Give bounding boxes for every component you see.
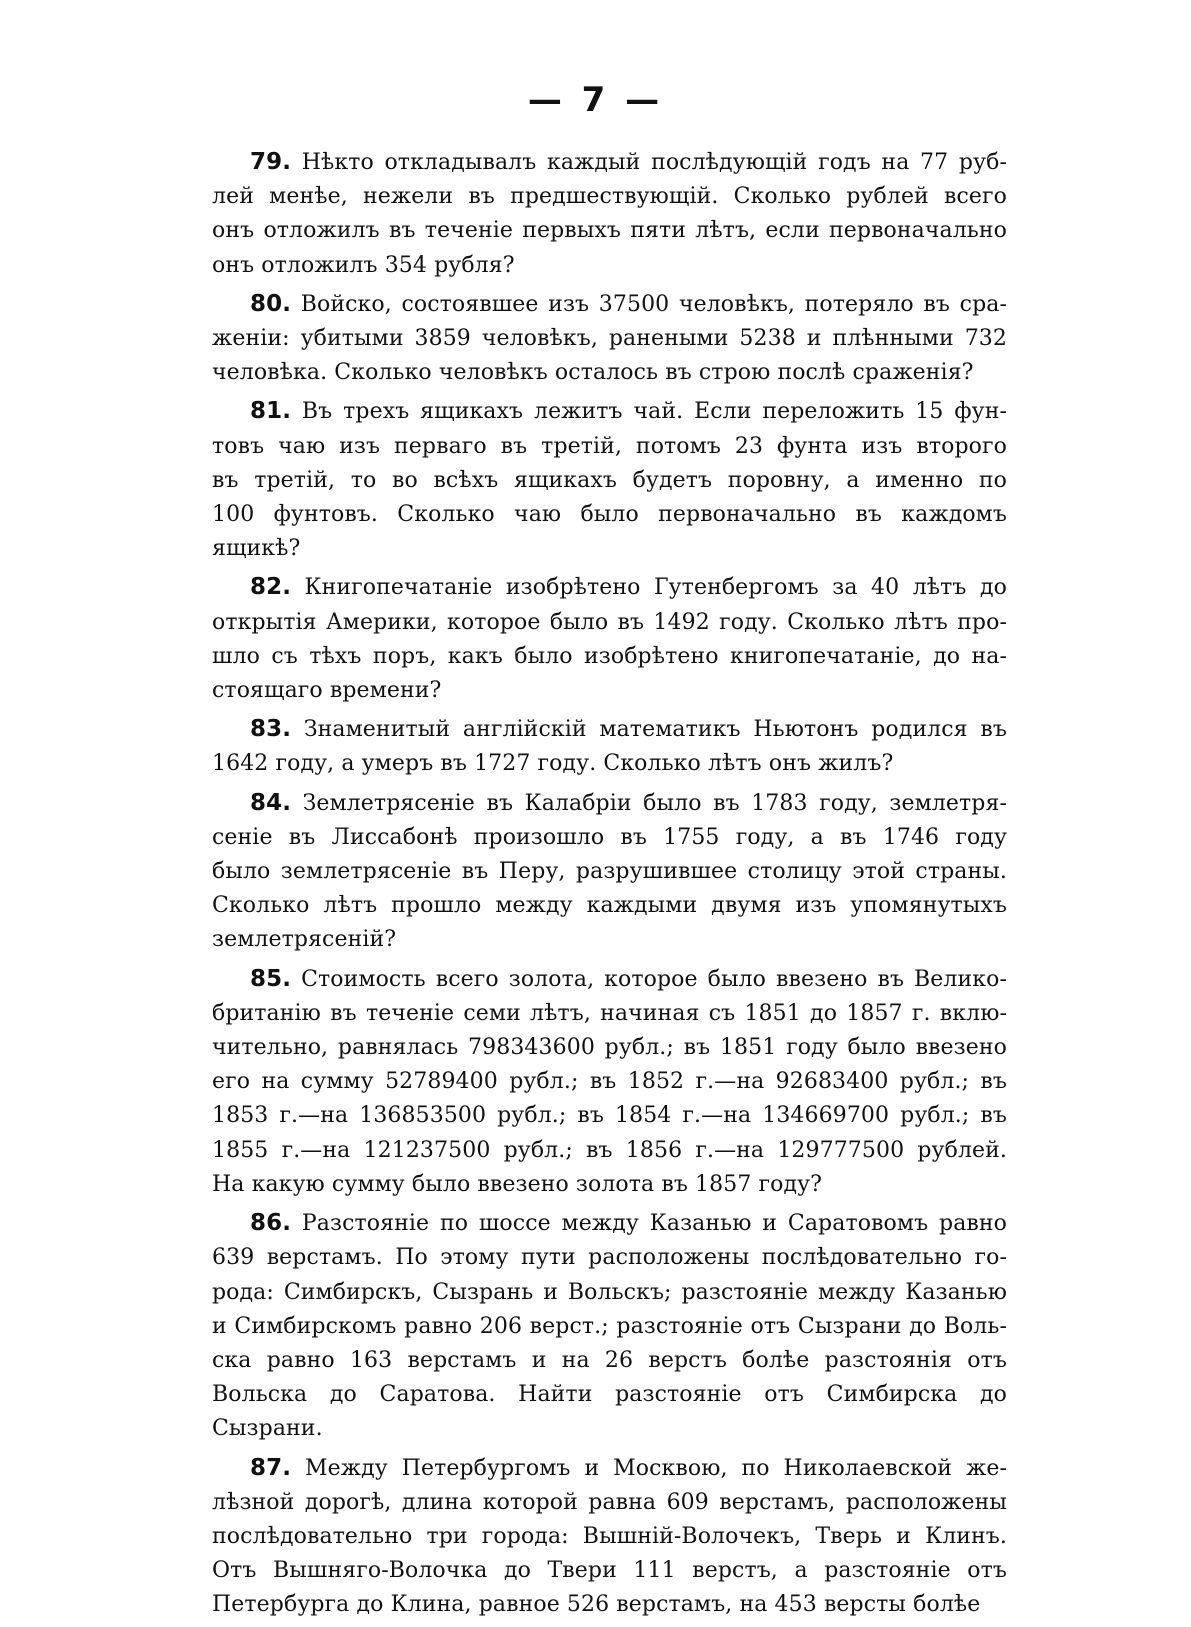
problem-number: 82. xyxy=(250,574,292,601)
problem-line xyxy=(212,786,1007,821)
problem-line xyxy=(212,1065,1007,1099)
problem-line xyxy=(212,1451,1007,1486)
problem-line xyxy=(212,1486,1007,1520)
problem-text: Нѣкто откладывалъ каждый послѣдующій годъ на 77 руб- xyxy=(301,150,1008,175)
problem-text: 1855 г.—на 121237500 рубл.; въ 1856 г.—на 129777500 рублей. xyxy=(212,1137,1007,1163)
problem-text: онъ отложилъ въ теченіе первыхъ пяти лѣтъ, если первоначально xyxy=(212,218,1007,244)
problem-text: Между Петербургомъ и Москвою, по Николаевской же- xyxy=(304,1455,1008,1481)
problem-84 xyxy=(212,786,1007,958)
problem-line xyxy=(212,1276,1007,1310)
problem-text: землетрясеній? xyxy=(212,927,397,953)
problem-text: его на сумму 52789400 рубл.; въ 1852 г.—на 92683400 рубл.; въ xyxy=(212,1069,1007,1095)
problem-line xyxy=(212,1378,1007,1446)
problem-line xyxy=(212,287,1007,322)
problem-line xyxy=(212,1520,1007,1554)
problems-list xyxy=(212,145,1007,1627)
problem-text: товъ чаю изъ перваго въ третій, потомъ 23 фунта изъ второго xyxy=(212,433,1007,459)
problem-line xyxy=(212,249,1007,283)
problem-line xyxy=(212,606,1007,640)
problem-text: и Симбирскомъ равно 206 верст.; разстояніе отъ Сызрани до Воль- xyxy=(212,1313,1007,1339)
problem-number: 84. xyxy=(250,789,292,816)
problem-text: Разстояніе по шоссе между Казанью и Саратовомъ равно xyxy=(301,1211,1008,1237)
problem-line xyxy=(212,1099,1007,1133)
problem-line xyxy=(212,923,1007,957)
problem-text: Стоимость всего золота, которое было ввезено въ Велико- xyxy=(301,966,1007,992)
problem-text: Въ трехъ ящикахъ лежитъ чай. Если переложить 15 фун- xyxy=(301,399,1007,425)
problem-line xyxy=(212,464,1007,498)
problem-text: Сколько лѣтъ прошло между каждыми двумя изъ упомянутыхъ xyxy=(212,893,1007,919)
problem-text: рода: Симбирскъ, Сызрань и Вольскъ; разстояніе между Казанью xyxy=(212,1279,1007,1305)
problem-87 xyxy=(212,1451,1007,1623)
problem-text: открытія Америки, которое было въ 1492 году. Сколько лѣтъ про- xyxy=(212,609,1007,635)
problem-text: онъ отложилъ 354 рубля? xyxy=(212,252,515,278)
problem-line xyxy=(212,1554,1007,1588)
problem-text: Отъ Вышняго-Волочка до Твери 111 верстъ, а разстояніе отъ xyxy=(212,1558,1007,1584)
problem-text: Войско, состоявшее изъ 37500 человѣкъ, потеряло въ сра- xyxy=(300,291,1008,317)
problem-line xyxy=(212,674,1007,708)
problem-text: 100 фунтовъ. Сколько чаю было первоначально въ каждомъ ящикѣ? xyxy=(212,502,1007,562)
problem-83 xyxy=(212,712,1007,781)
problem-line xyxy=(212,1168,1007,1202)
problem-text: 1642 году, а умеръ въ 1727 году. Сколько лѣтъ онъ жилъ? xyxy=(212,751,894,777)
problem-line xyxy=(212,498,1007,566)
problem-line xyxy=(212,180,1007,214)
problem-text: 1853 г.—на 136853500 рубл.; въ 1854 г.—на 134669700 рубл.; въ xyxy=(212,1103,1007,1129)
problem-line xyxy=(212,1031,1007,1065)
problem-text: Книгопечатаніе изобрѣтено Гутенбергомъ за 40 лѣтъ до xyxy=(304,575,1007,601)
problem-79 xyxy=(212,145,1007,283)
problem-line xyxy=(212,747,1007,781)
problem-line xyxy=(212,962,1007,997)
problem-line xyxy=(212,855,1007,889)
problem-text: британію въ теченіе семи лѣтъ, начиная съ 1851 до 1857 г. вклю- xyxy=(212,1000,1007,1026)
problem-line xyxy=(212,640,1007,674)
problem-text: послѣдовательно три города: Вышній-Волочекъ, Тверь и Клинъ. xyxy=(212,1523,1007,1549)
problem-text: лей менѣе, нежели въ предшествующій. Сколько рублей всего xyxy=(212,184,1007,210)
problem-text: Вольска до Саратова. Найти разстояніе отъ Симбирска до Сызрани. xyxy=(212,1382,1007,1442)
problem-82 xyxy=(212,570,1007,708)
problem-text: сеніе въ Лиссабонѣ произошло въ 1755 году, а въ 1746 году xyxy=(212,824,1007,850)
problem-line xyxy=(212,1344,1007,1378)
problem-text: лѣзной дорогѣ, длина которой равна 609 верстамъ, расположены xyxy=(212,1489,1007,1515)
problem-line xyxy=(212,394,1007,429)
problem-number: 83. xyxy=(250,716,292,743)
problem-81 xyxy=(212,394,1007,566)
problem-line xyxy=(212,430,1007,464)
problem-number: 81. xyxy=(250,398,292,425)
problem-number: 86. xyxy=(250,1210,292,1237)
problem-line xyxy=(212,322,1007,356)
problem-86 xyxy=(212,1206,1007,1446)
problem-text: Землетрясеніе въ Калабріи было въ 1783 году, землетря- xyxy=(302,790,1008,816)
problem-number: 87. xyxy=(250,1454,292,1481)
problem-line xyxy=(212,214,1007,248)
problem-number: 79. xyxy=(250,149,292,175)
problem-line xyxy=(212,712,1007,747)
problem-text: въ третій, то во всѣхъ ящикахъ будетъ поровну, а именно по xyxy=(212,467,1007,493)
problem-line xyxy=(212,1134,1007,1168)
problem-line xyxy=(212,356,1007,390)
problem-line xyxy=(212,1310,1007,1344)
problem-text: чительно, равнялась 798343600 рубл.; въ 1851 году было ввезено xyxy=(212,1035,1007,1061)
problem-line xyxy=(212,1588,1007,1622)
problem-text: шло съ тѣхъ поръ, какъ было изобрѣтено книгопечатаніе, до на- xyxy=(212,643,1007,669)
problem-text: ска равно 163 верстамъ и на 26 верстъ болѣе разстоянія отъ xyxy=(212,1347,1007,1373)
problem-text: стоящаго времени? xyxy=(212,678,442,704)
problem-line xyxy=(212,1206,1007,1241)
problem-text: Петербурга до Клина, равное 526 верстамъ, на 453 версты болѣе xyxy=(212,1592,981,1618)
problem-text: Знаменитый англійскій математикъ Ньютонъ родился въ xyxy=(303,717,1007,743)
problem-line xyxy=(212,145,1007,180)
problem-text: было землетрясеніе въ Перу, разрушившее столицу этой страны. xyxy=(212,859,1007,885)
problem-line xyxy=(212,570,1007,605)
problem-line xyxy=(212,821,1007,855)
problem-line xyxy=(212,1241,1007,1275)
problem-line xyxy=(212,889,1007,923)
problem-number: 85. xyxy=(250,965,292,992)
problem-text: На какую сумму было ввезено золота въ 1857 году? xyxy=(212,1171,823,1197)
problem-number: 80. xyxy=(250,290,292,317)
page-number: — 7 — xyxy=(527,80,664,120)
problem-text: 639 верстамъ. По этому пути расположены послѣдовательно го- xyxy=(212,1245,1007,1271)
problem-text: человѣка. Сколько человѣкъ осталось въ строю послѣ сраженія? xyxy=(212,360,974,386)
problem-85 xyxy=(212,962,1007,1202)
problem-text: женіи: убитыми 3859 человѣкъ, ранеными 5238 и плѣнными 732 xyxy=(212,326,1007,352)
problem-80 xyxy=(212,287,1007,391)
problem-line xyxy=(212,997,1007,1031)
